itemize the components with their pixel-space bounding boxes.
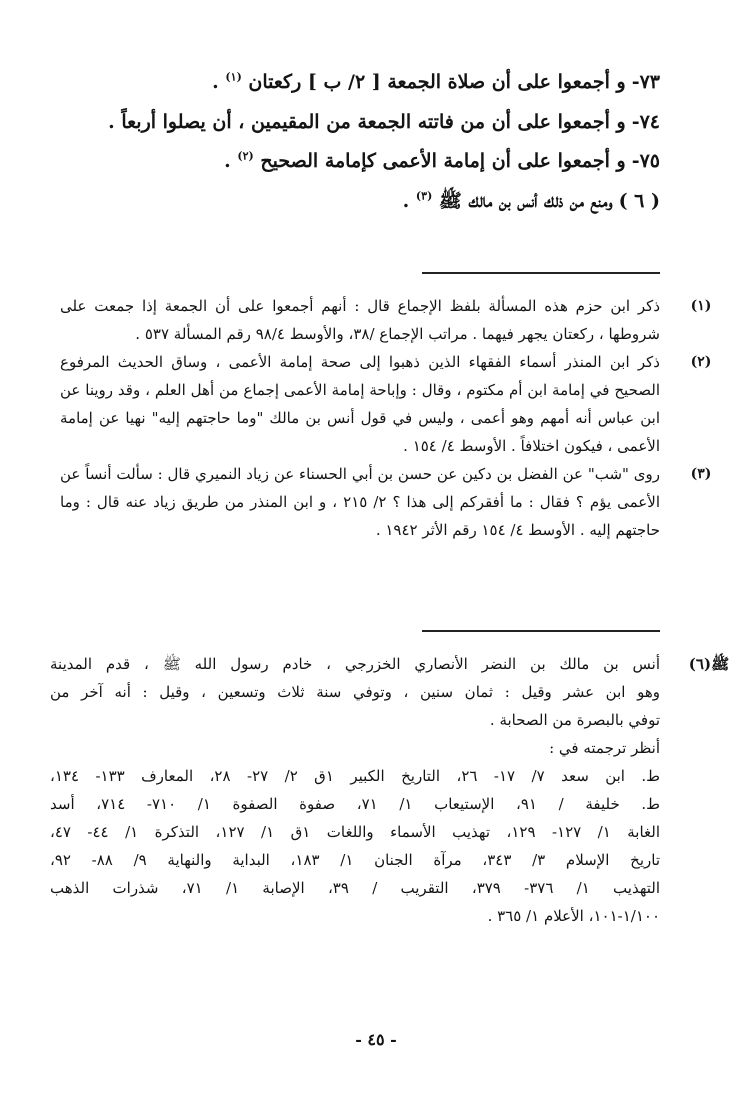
item-body: و أجمعوا على أن صلاة الجمعة [ ٢/ ب ] ركعتان [248, 71, 626, 93]
footnote [60, 460, 712, 544]
main-item [80, 149, 660, 175]
biography-line: التهذيب ١/ ٣٧٦- ٣٧٩، التقريب / ٣٩، الإصابة ١/ ٧١، شذرات الذهب [50, 879, 661, 897]
main-item [80, 70, 660, 96]
footnote-text: ذكر ابن المنذر أسماء الفقهاء الذين ذهبوا إلى صحة إمامة الأعمى ، وساق الحديث المرفوع الصحيح في إمامة ابن أم مكتوم ، وقال : وإباحة إمامة الأعمى إجماع من أهل العلم ، وقد روينا عن ابن عباس أنه أمهم وهو أعمى ، وليس في قول أنس بن مالك "وما حاجتهم إليه" نهيا عن إمامة الأعمى ، فيكون اختلافاً . الأوسط ٤/ ١٥٤ . [60, 353, 660, 455]
footnote-text: روى "شب" عن الفضل بن دكين عن حسن بن أبي الحسناء عن زياد النميري قال : سألت أنساً عن الأعمى يؤم ؟ فقال : ما أفقركم إلى هذا ؟ ٢/ ٢١٥ ، و ابن المنذر من طريق زياد عنه قال : وما حاجتهم إليه . الأوسط ٤/ ١٥٤ رقم الأثر ١٩٤٢ . [60, 465, 660, 539]
item-tail: . [402, 189, 410, 212]
item-number: ( ٦ ) [618, 189, 660, 212]
item-body: و أجمعوا على أن إمامة الأعمى كإمامة الصحيح [260, 150, 626, 173]
item-number: ٧٤- [631, 110, 660, 133]
item-number: ٧٥- [631, 150, 660, 173]
biography-line: وهو ابن عشر وقيل : ثمان سنين ، وتوفي سنة ثلاث وتسعين ، وقيل : أنه آخر من [50, 683, 660, 701]
item-tail: . [212, 71, 219, 93]
biography-line: أنظر ترجمته في : [549, 739, 660, 757]
biography-line: أنس بن مالك بن النضر الأنصاري الخزرجي ، خادم رسول الله ﷺ ، قدم المدينة [50, 655, 660, 673]
biography-line: ١/١٠٠-١٠١، الأعلام ١/ ٣٦٥ . [487, 907, 660, 925]
biography-line: تاريخ الإسلام ٣/ ٣٤٣، مرآة الجنان ١/ ١٨٣، البداية والنهاية ٩/ ٨٨- ٩٢، [50, 851, 660, 869]
biography-line: الغابة ١/ ١٢٧- ١٢٩، تهذيب الأسماء واللغات ١ق ١/ ١٢٧، التذكرة ١/ ٤٤- ٤٧، [50, 823, 661, 841]
item-text [108, 110, 626, 136]
biography-note [50, 650, 730, 930]
footnote-number: (١) [690, 298, 712, 314]
footnotes [60, 292, 712, 544]
biography [50, 650, 730, 930]
footnote [60, 348, 712, 460]
item-body: ومنع من ذلك أنس بن مالك ﷺ [438, 189, 613, 212]
main-text [80, 70, 660, 229]
footnote-number: (٢) [690, 354, 712, 370]
biography-number-text: (٦) [688, 655, 712, 673]
biography-line: توفي بالبصرة من الصحابة . [489, 711, 660, 729]
item-text [212, 70, 626, 96]
page-number: - ٤٥ - [355, 1030, 397, 1049]
item-text [403, 189, 613, 215]
main-item [80, 110, 660, 136]
blessing-mark: ﷺ [711, 655, 730, 673]
biography-line: ط. خليفة / ٩١، الإستيعاب ١/ ٧١، صفوة الصفوة ١/ ٧١٠- ٧١٤، أسد [50, 795, 660, 813]
footnote-ref: (٣) [415, 189, 433, 203]
item-tail: . [224, 150, 231, 173]
main-item [80, 189, 660, 215]
item-text [224, 149, 626, 175]
footnote-number: (٣) [690, 466, 712, 482]
item-body: و أجمعوا على أن من فاتته الجمعة من المقيمين ، أن يصلوا أربعاً . [108, 110, 626, 133]
item-number: ٧٣- [631, 71, 660, 93]
footnote-separator [422, 272, 660, 274]
footnote-text: ذكر ابن حزم هذه المسألة بلفظ الإجماع قال : أنهم أجمعوا على أن الجمعة إذا جمعت على شروطها ، ركعتان يجهر فيهما . مراتب الإجماع /٣٨، والأوسط ٩٨/٤ رقم المسألة ٥٣٧ . [60, 297, 660, 343]
footnote [60, 292, 712, 348]
biography-text [50, 650, 660, 930]
biography-number [684, 650, 734, 678]
footnote-ref: (٢) [237, 149, 254, 163]
biography-line: ط. ابن سعد ٧/ ١٧- ٢٦، التاريخ الكبير ١ق ٢/ ٢٧- ٢٨، المعارف ١٣٣- ١٣٤، [50, 767, 661, 785]
footnote-ref: (١) [225, 70, 242, 84]
biography-separator [422, 630, 660, 632]
